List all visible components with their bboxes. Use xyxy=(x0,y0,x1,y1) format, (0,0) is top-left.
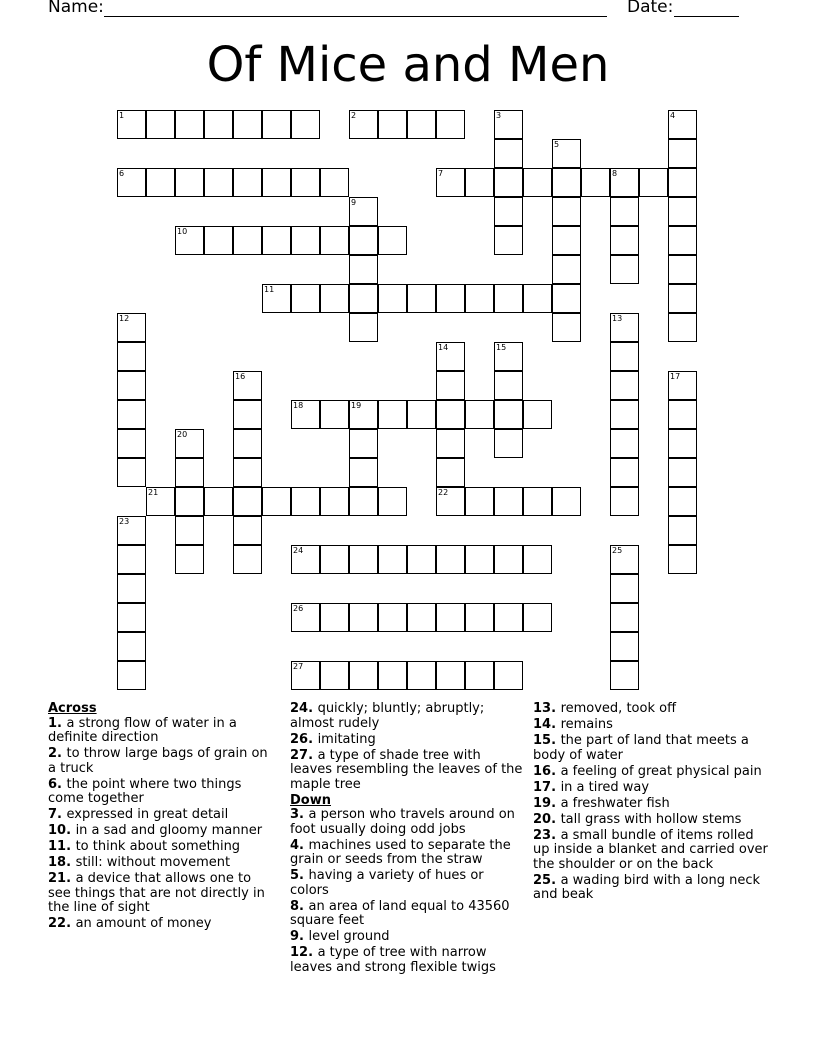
clue-number: 14 xyxy=(438,343,449,352)
clue-item-number: 9 xyxy=(290,929,300,944)
grid-cell[interactable] xyxy=(291,226,320,255)
grid-cell[interactable] xyxy=(146,487,175,516)
clue-item-number: 22 xyxy=(48,916,67,931)
clue-number: 8 xyxy=(612,169,618,178)
grid-cell[interactable] xyxy=(378,400,407,429)
clue-item-number: 6 xyxy=(48,776,58,792)
grid-cell[interactable] xyxy=(146,110,175,139)
grid-cell[interactable] xyxy=(233,545,262,574)
grid-cell[interactable] xyxy=(494,139,523,168)
clue-item: 3. a person who travels around on foot usually doing odd jobs xyxy=(290,807,515,837)
clue-number: 19 xyxy=(351,401,362,410)
grid-cell[interactable] xyxy=(262,487,291,516)
grid-cell[interactable] xyxy=(291,168,320,197)
grid-cell[interactable] xyxy=(117,661,146,690)
clue-item-text: imitating xyxy=(317,731,376,747)
clue-item: 10. in a sad and gloomy manner xyxy=(48,823,263,838)
grid-cell[interactable] xyxy=(175,545,204,574)
grid-cell[interactable] xyxy=(233,516,262,545)
grid-cell[interactable] xyxy=(668,371,697,400)
grid-cell[interactable] xyxy=(117,400,146,429)
clue-item: 4. machines used to separate the grain or seeds from the straw xyxy=(290,837,511,867)
clue-item-number: 27 xyxy=(290,747,309,763)
clue-item-text: a wading bird with a long neck and beak xyxy=(533,872,761,902)
grid-cell[interactable] xyxy=(175,226,204,255)
clue-item: 26. imitating xyxy=(290,731,376,747)
clue-item-text: expressed in great detail xyxy=(66,807,229,822)
grid-cell[interactable] xyxy=(349,487,378,516)
grid-cell[interactable] xyxy=(349,458,378,487)
grid-cell[interactable] xyxy=(436,400,465,429)
grid-cell[interactable] xyxy=(349,661,378,690)
clue-number: 11 xyxy=(264,285,275,294)
clue-item: 13. removed, took off xyxy=(533,701,677,716)
grid-cell[interactable] xyxy=(233,487,262,516)
clue-item: 14. remains xyxy=(533,717,613,732)
clue-number: 1 xyxy=(119,111,125,120)
clue-item-text: the point where two things come together xyxy=(48,776,242,806)
clue-item-number: 14 xyxy=(533,717,552,732)
clue-item-text: having a variety of hues or colors xyxy=(290,868,484,898)
clue-item-number: 3 xyxy=(290,807,300,822)
grid-cell[interactable] xyxy=(378,661,407,690)
clue-number: 20 xyxy=(177,430,188,439)
clue-number: 12 xyxy=(119,314,130,323)
clue-item-number: 10 xyxy=(48,823,67,838)
grid-cell[interactable] xyxy=(262,168,291,197)
grid-cell[interactable] xyxy=(581,168,610,197)
grid-cell[interactable] xyxy=(233,458,262,487)
grid-cell[interactable] xyxy=(146,168,175,197)
grid-cell[interactable] xyxy=(320,284,349,313)
grid-cell[interactable] xyxy=(436,168,465,197)
grid-cell[interactable] xyxy=(349,226,378,255)
clue-number: 2 xyxy=(351,111,357,120)
grid-cell[interactable] xyxy=(436,545,465,574)
grid-cell[interactable] xyxy=(233,400,262,429)
grid-cell[interactable] xyxy=(610,371,639,400)
clue-item: 5. having a variety of hues or colors xyxy=(290,868,484,898)
grid-cell[interactable] xyxy=(552,197,581,226)
clue-number: 7 xyxy=(438,169,444,178)
clue-item: 19. a freshwater fish xyxy=(533,795,670,811)
grid-cell[interactable] xyxy=(407,110,436,139)
grid-cell[interactable] xyxy=(320,603,349,632)
clue-number: 9 xyxy=(351,198,357,207)
grid-cell[interactable] xyxy=(349,255,378,284)
clue-item-text: still: without movement xyxy=(75,855,231,870)
grid-cell[interactable] xyxy=(523,284,552,313)
grid-cell[interactable] xyxy=(552,284,581,313)
grid-cell[interactable] xyxy=(668,458,697,487)
clue-item-number: 1 xyxy=(48,715,58,731)
clue-item-text: an area of land equal to 43560 square feet xyxy=(290,898,510,928)
clue-number: 5 xyxy=(554,140,560,149)
clue-item-number: 18 xyxy=(48,855,67,870)
grid-cell[interactable] xyxy=(436,110,465,139)
grid-cell[interactable] xyxy=(349,110,378,139)
clue-item-text: a type of shade tree with leaves resembling the leaves of the maple tree xyxy=(290,747,523,792)
grid-cell[interactable] xyxy=(117,371,146,400)
grid-cell[interactable] xyxy=(436,429,465,458)
grid-cell[interactable] xyxy=(407,400,436,429)
clue-item-number: 24 xyxy=(290,701,309,716)
grid-cell[interactable] xyxy=(668,284,697,313)
grid-cell[interactable] xyxy=(378,284,407,313)
grid-cell[interactable] xyxy=(204,168,233,197)
clue-item: 9. level ground xyxy=(290,929,390,944)
grid-cell[interactable] xyxy=(117,516,146,545)
grid-cell[interactable] xyxy=(349,429,378,458)
clue-item: 27. a type of shade tree with leaves resembling the leaves of the maple tree xyxy=(290,747,523,792)
clue-item-number: 11 xyxy=(48,839,67,854)
clue-item: 23. a small bundle of items rolled up inside a blanket and carried over the shoulder or on the back xyxy=(533,827,768,872)
clue-item-text: a feeling of great physical pain xyxy=(560,763,762,779)
clue-item-number: 26 xyxy=(290,731,309,747)
grid-cell[interactable] xyxy=(494,487,523,516)
grid-cell[interactable] xyxy=(262,284,291,313)
grid-cell[interactable] xyxy=(668,255,697,284)
grid-cell[interactable] xyxy=(494,168,523,197)
clue-item-text: quickly; bluntly; abruptly; almost rudely xyxy=(290,701,485,731)
grid-cell[interactable] xyxy=(494,371,523,400)
grid-cell[interactable] xyxy=(668,197,697,226)
grid-cell[interactable] xyxy=(320,661,349,690)
clue-item-text: a strong flow of water in a definite direction xyxy=(48,715,237,745)
grid-cell[interactable] xyxy=(349,197,378,226)
clue-item-text: in a tired way xyxy=(560,779,650,795)
grid-cell[interactable] xyxy=(610,429,639,458)
grid-cell[interactable] xyxy=(291,487,320,516)
clue-column-2 xyxy=(290,702,526,977)
grid-cell[interactable] xyxy=(349,284,378,313)
clue-item-number: 17 xyxy=(533,779,552,795)
grid-cell[interactable] xyxy=(494,661,523,690)
grid-cell[interactable] xyxy=(320,545,349,574)
grid-cell[interactable] xyxy=(523,168,552,197)
grid-cell[interactable] xyxy=(552,168,581,197)
clue-item-number: 13 xyxy=(533,701,552,716)
grid-cell[interactable] xyxy=(407,603,436,632)
clue-item-text: removed, took off xyxy=(560,701,677,716)
grid-cell[interactable] xyxy=(291,284,320,313)
clue-number: 23 xyxy=(119,517,130,526)
grid-cell[interactable] xyxy=(436,458,465,487)
grid-cell[interactable] xyxy=(204,110,233,139)
grid-cell[interactable] xyxy=(668,400,697,429)
grid-cell[interactable] xyxy=(610,661,639,690)
grid-cell[interactable] xyxy=(465,661,494,690)
clue-number: 24 xyxy=(293,546,304,555)
grid-cell[interactable] xyxy=(117,458,146,487)
grid-cell[interactable] xyxy=(552,139,581,168)
clue-number: 17 xyxy=(670,372,681,381)
clue-item-text: to think about something xyxy=(75,839,241,854)
grid-cell[interactable] xyxy=(610,342,639,371)
clue-item-number: 21 xyxy=(48,871,67,886)
clue-number: 10 xyxy=(177,227,188,236)
clue-item-number: 25 xyxy=(533,872,552,888)
grid-cell[interactable] xyxy=(378,545,407,574)
grid-cell[interactable] xyxy=(552,255,581,284)
grid-cell[interactable] xyxy=(233,226,262,255)
clue-item: 1. a strong flow of water in a definite direction xyxy=(48,715,237,745)
grid-cell[interactable] xyxy=(291,545,320,574)
clue-number: 26 xyxy=(293,604,304,613)
grid-cell[interactable] xyxy=(233,429,262,458)
clue-number: 21 xyxy=(148,488,159,497)
grid-cell[interactable] xyxy=(523,603,552,632)
grid-cell[interactable] xyxy=(117,429,146,458)
grid-cell[interactable] xyxy=(349,545,378,574)
clue-item: 2. to throw large bags of grain on a truck xyxy=(48,746,268,776)
grid-cell[interactable] xyxy=(523,487,552,516)
grid-cell[interactable] xyxy=(610,603,639,632)
grid-cell[interactable] xyxy=(436,603,465,632)
clue-item: 12. a type of tree with narrow leaves and strong flexible twigs xyxy=(290,945,496,975)
grid-cell[interactable] xyxy=(465,284,494,313)
clue-item-text: to throw large bags of grain on a truck xyxy=(48,746,268,776)
grid-cell[interactable] xyxy=(204,226,233,255)
clue-item-text: a small bundle of items rolled up inside a blanket and carried over the shoulder or on the back xyxy=(533,827,768,872)
clue-item: 6. the point where two things come together xyxy=(48,776,242,806)
grid-cell[interactable] xyxy=(175,487,204,516)
clue-item-text: an amount of money xyxy=(75,916,212,931)
clue-section-heading: Across xyxy=(48,701,97,716)
date-label: Date: xyxy=(627,0,674,17)
grid-cell[interactable] xyxy=(523,545,552,574)
grid-cell[interactable] xyxy=(668,110,697,139)
clue-item: 15. the part of land that meets a body of water xyxy=(533,733,749,763)
clue-column-3 xyxy=(533,702,769,904)
clue-number: 16 xyxy=(235,372,246,381)
grid-cell[interactable] xyxy=(494,545,523,574)
clue-item-number: 16 xyxy=(533,763,552,779)
clue-section-heading: Down xyxy=(290,792,331,808)
grid-cell[interactable] xyxy=(407,545,436,574)
grid-cell[interactable] xyxy=(668,226,697,255)
clue-item-text: tall grass with hollow stems xyxy=(560,811,742,827)
grid-cell[interactable] xyxy=(494,342,523,371)
grid-cell[interactable] xyxy=(610,255,639,284)
grid-cell[interactable] xyxy=(233,371,262,400)
grid-cell[interactable] xyxy=(436,371,465,400)
grid-cell[interactable] xyxy=(436,487,465,516)
clue-item: 11. to think about something xyxy=(48,839,241,854)
grid-cell[interactable] xyxy=(668,313,697,342)
clue-item-text: machines used to separate the grain or seeds from the straw xyxy=(290,837,511,867)
clue-item-number: 20 xyxy=(533,811,552,827)
grid-cell[interactable] xyxy=(407,661,436,690)
clue-item-number: 8 xyxy=(290,898,300,914)
grid-cell[interactable] xyxy=(465,603,494,632)
clue-item: 25. a wading bird with a long neck and beak xyxy=(533,872,761,902)
grid-cell[interactable] xyxy=(233,110,262,139)
clue-item: 18. still: without movement xyxy=(48,855,231,870)
clue-number: 22 xyxy=(438,488,449,497)
grid-cell[interactable] xyxy=(117,545,146,574)
grid-cell[interactable] xyxy=(175,516,204,545)
clue-number: 15 xyxy=(496,343,507,352)
clue-item: 24. quickly; bluntly; abruptly; almost rudely xyxy=(290,701,485,731)
grid-cell[interactable] xyxy=(117,632,146,661)
grid-cell[interactable] xyxy=(494,284,523,313)
grid-cell[interactable] xyxy=(552,313,581,342)
grid-cell[interactable] xyxy=(639,168,668,197)
grid-cell[interactable] xyxy=(175,110,204,139)
grid-cell[interactable] xyxy=(552,226,581,255)
grid-cell[interactable] xyxy=(378,226,407,255)
grid-cell[interactable] xyxy=(668,429,697,458)
grid-cell[interactable] xyxy=(610,400,639,429)
clue-item-number: 19 xyxy=(533,795,552,811)
grid-cell[interactable] xyxy=(262,110,291,139)
grid-cell[interactable] xyxy=(262,226,291,255)
clue-item-text: remains xyxy=(560,717,613,732)
name-label: Name: xyxy=(48,0,104,17)
clue-item-text: a freshwater fish xyxy=(560,795,670,811)
grid-cell[interactable] xyxy=(378,110,407,139)
clue-item-text: in a sad and gloomy manner xyxy=(75,823,263,838)
grid-cell[interactable] xyxy=(175,168,204,197)
clue-item-number: 4 xyxy=(290,837,300,853)
grid-cell[interactable] xyxy=(610,487,639,516)
clue-item: 17. in a tired way xyxy=(533,779,650,795)
clue-item: 7. expressed in great detail xyxy=(48,807,229,822)
grid-cell[interactable] xyxy=(117,342,146,371)
clue-item-text: a device that allows one to see things that are not directly in the line of sight xyxy=(48,871,265,915)
grid-cell[interactable] xyxy=(320,487,349,516)
grid-cell[interactable] xyxy=(291,400,320,429)
grid-cell[interactable] xyxy=(117,603,146,632)
clue-item: 21. a device that allows one to see things that are not directly in the line of sight xyxy=(48,871,265,915)
clue-number: 25 xyxy=(612,546,623,555)
grid-cell[interactable] xyxy=(668,545,697,574)
clue-item-text: a type of tree with narrow leaves and strong flexible twigs xyxy=(290,945,496,975)
grid-cell[interactable] xyxy=(494,197,523,226)
grid-cell[interactable] xyxy=(204,487,233,516)
clue-item: 20. tall grass with hollow stems xyxy=(533,811,742,827)
clue-item-number: 7 xyxy=(48,807,58,822)
grid-cell[interactable] xyxy=(175,429,204,458)
grid-cell[interactable] xyxy=(523,400,552,429)
grid-cell[interactable] xyxy=(465,545,494,574)
grid-cell[interactable] xyxy=(610,458,639,487)
grid-cell[interactable] xyxy=(378,487,407,516)
clue-number: 27 xyxy=(293,662,304,671)
grid-cell[interactable] xyxy=(668,516,697,545)
clue-number: 4 xyxy=(670,111,676,120)
grid-cell[interactable] xyxy=(233,168,262,197)
grid-cell[interactable] xyxy=(320,226,349,255)
grid-cell[interactable] xyxy=(465,168,494,197)
clue-item-number: 5 xyxy=(290,868,300,883)
grid-cell[interactable] xyxy=(668,168,697,197)
grid-cell[interactable] xyxy=(291,603,320,632)
grid-cell[interactable] xyxy=(436,342,465,371)
clue-item-text: the part of land that meets a body of water xyxy=(533,733,749,763)
grid-cell[interactable] xyxy=(494,110,523,139)
grid-cell[interactable] xyxy=(117,574,146,603)
grid-cell[interactable] xyxy=(349,313,378,342)
grid-cell[interactable] xyxy=(175,458,204,487)
clue-item-number: 15 xyxy=(533,733,552,748)
clue-column-1 xyxy=(48,702,276,933)
grid-cell[interactable] xyxy=(494,226,523,255)
grid-cell[interactable] xyxy=(117,313,146,342)
grid-cell[interactable] xyxy=(494,400,523,429)
grid-cell[interactable] xyxy=(552,487,581,516)
clue-item: 8. an area of land equal to 43560 square feet xyxy=(290,898,510,928)
grid-cell[interactable] xyxy=(610,574,639,603)
grid-cell[interactable] xyxy=(494,429,523,458)
grid-cell[interactable] xyxy=(378,603,407,632)
grid-cell[interactable] xyxy=(117,168,146,197)
clue-number: 3 xyxy=(496,111,502,120)
grid-cell[interactable] xyxy=(291,661,320,690)
grid-cell[interactable] xyxy=(465,400,494,429)
grid-cell[interactable] xyxy=(610,545,639,574)
grid-cell[interactable] xyxy=(320,168,349,197)
clue-item: 16. a feeling of great physical pain xyxy=(533,763,762,779)
grid-cell[interactable] xyxy=(610,632,639,661)
clue-item-number: 2 xyxy=(48,746,58,761)
grid-cell[interactable] xyxy=(117,110,146,139)
clue-item: 22. an amount of money xyxy=(48,916,212,931)
grid-cell[interactable] xyxy=(436,661,465,690)
grid-cell[interactable] xyxy=(668,487,697,516)
grid-cell[interactable] xyxy=(349,603,378,632)
clue-number: 6 xyxy=(119,169,125,178)
clue-item-number: 23 xyxy=(533,827,552,843)
grid-cell[interactable] xyxy=(436,284,465,313)
grid-cell[interactable] xyxy=(610,197,639,226)
clue-number: 18 xyxy=(293,401,304,410)
puzzle-title: Of Mice and Men xyxy=(206,37,610,93)
grid-cell[interactable] xyxy=(610,168,639,197)
grid-cell[interactable] xyxy=(610,226,639,255)
clue-number: 13 xyxy=(612,314,623,323)
clue-item-text: a person who travels around on foot usually doing odd jobs xyxy=(290,807,515,837)
grid-cell[interactable] xyxy=(407,284,436,313)
grid-cell[interactable] xyxy=(349,400,378,429)
grid-cell[interactable] xyxy=(465,487,494,516)
grid-cell[interactable] xyxy=(320,400,349,429)
grid-cell[interactable] xyxy=(291,110,320,139)
grid-cell[interactable] xyxy=(610,313,639,342)
grid-cell[interactable] xyxy=(494,603,523,632)
grid-cell[interactable] xyxy=(668,139,697,168)
clue-item-number: 12 xyxy=(290,945,309,960)
clue-item-text: level ground xyxy=(308,929,390,944)
